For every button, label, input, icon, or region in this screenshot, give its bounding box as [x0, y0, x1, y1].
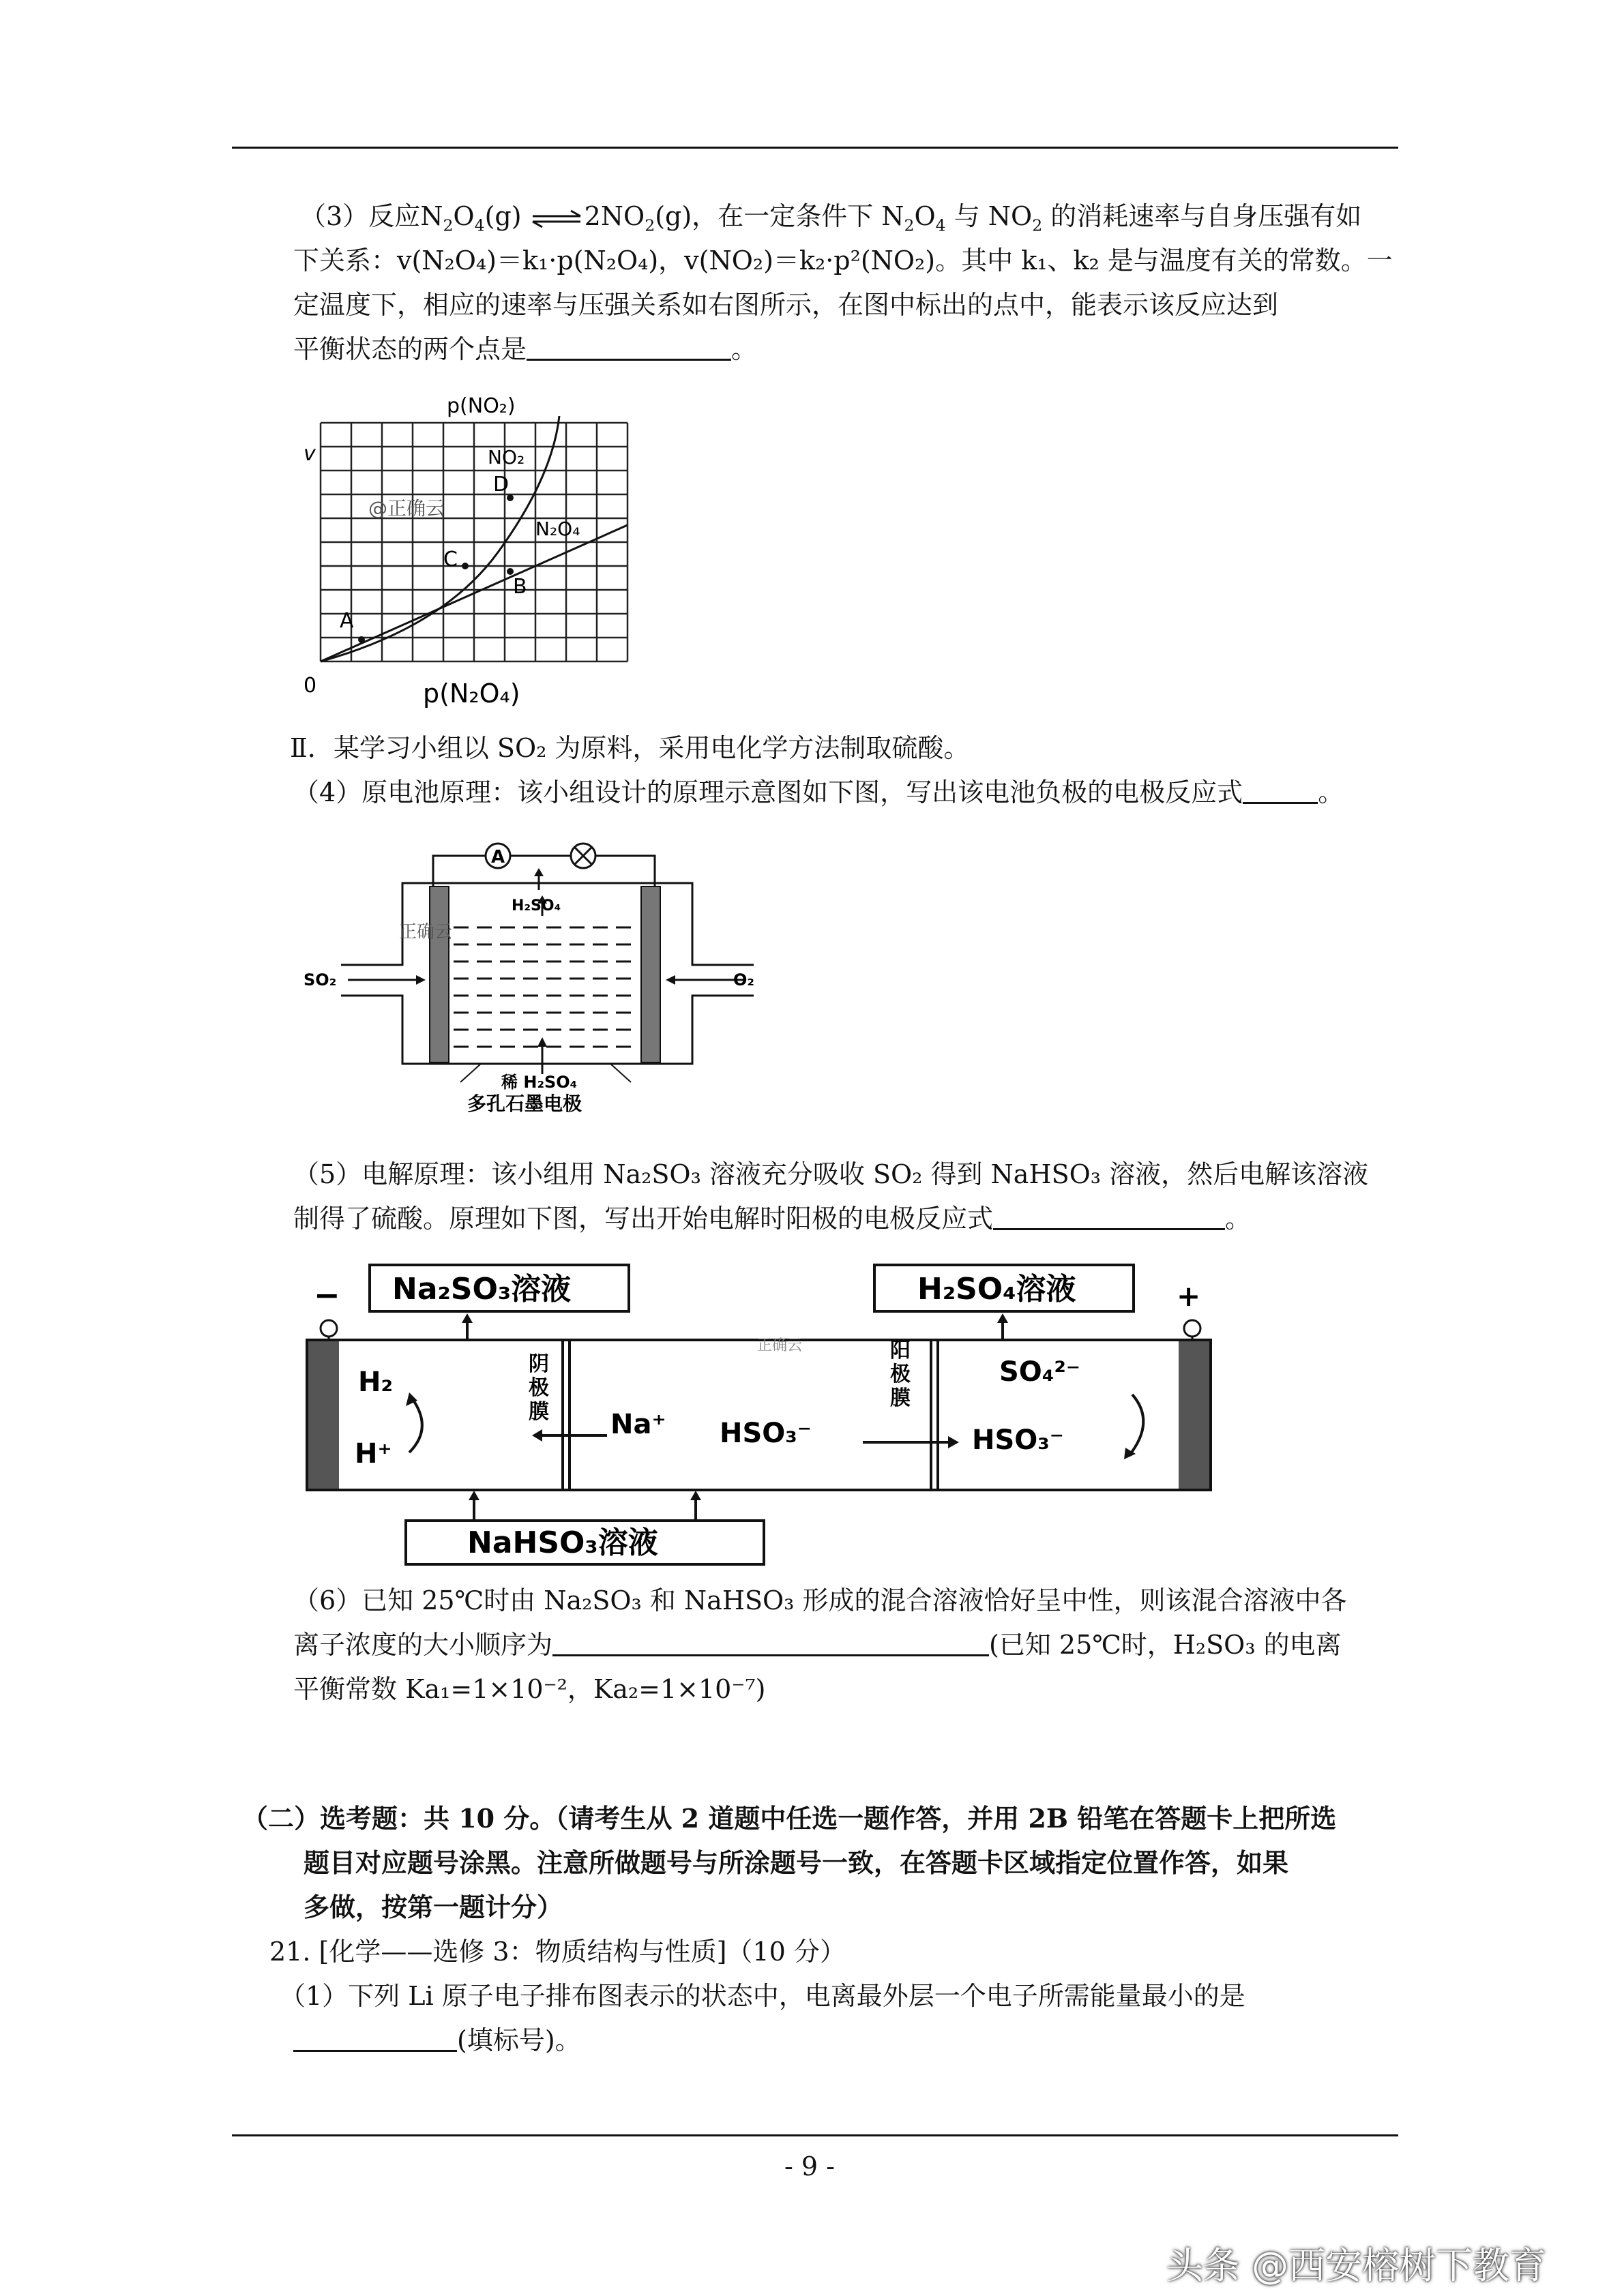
elective-line2: 题目对应题号涂黑。注意所做题号与所涂题号一致，在答题卡区域指定位置作答，如果	[304, 1847, 1289, 1878]
grid	[321, 423, 628, 661]
footer-watermark: 头条 @西安榕树下教育	[1166, 2244, 1547, 2287]
point-c-marker	[462, 563, 469, 569]
point-b-marker	[507, 568, 514, 575]
svg-text:SO₂: SO₂	[304, 970, 337, 989]
n2o4-curve-label: N₂O₄	[535, 518, 580, 540]
negative-terminal: −	[314, 1277, 340, 1313]
left-electrode	[430, 886, 449, 1062]
rate-pressure-graph	[293, 382, 675, 709]
svg-text:正确云: 正确云	[757, 1337, 803, 1354]
svg-text:多孔石墨电极: 多孔石墨电极	[467, 1092, 582, 1115]
svg-text:正确云: 正确云	[399, 922, 453, 942]
point-b-label: B	[513, 575, 527, 599]
neg-terminal-icon	[321, 1320, 337, 1337]
svg-text:O₂: O₂	[733, 970, 754, 989]
answer-blank[interactable]	[1243, 801, 1318, 804]
pos-terminal-icon	[1184, 1320, 1200, 1337]
svg-text:稀 H₂SO₄: 稀 H₂SO₄	[501, 1073, 578, 1092]
point-d-label: D	[493, 473, 510, 496]
q21-title: 21. [化学——选修 3：物质结构与性质]（10 分）	[269, 1937, 846, 1967]
svg-text:HSO₃⁻: HSO₃⁻	[972, 1425, 1064, 1456]
point-a-marker	[358, 636, 365, 643]
answer-blank[interactable]	[552, 1654, 989, 1656]
svg-text:阴: 阴	[529, 1352, 549, 1376]
point-c-label: C	[443, 548, 458, 571]
svg-text:极: 极	[529, 1376, 549, 1400]
q5-line2: 制得了硫酸。原理如下图，写出开始电解时阳极的电极反应式 。	[293, 1204, 1252, 1234]
q3-line1: （3）反应$N_2O_4(g)$ $2NO_2(g)$，在一定条件下 $N_2O_4$ 与 $NO_2$ 的消耗速率与自身压强有如	[300, 201, 1362, 235]
svg-text:HSO₃⁻: HSO₃⁻	[720, 1418, 812, 1449]
elective-line3: 多做，按第一题计分）	[304, 1892, 563, 1922]
box-na2so3: Na₂SO₃溶液	[392, 1272, 572, 1307]
answer-blank[interactable]	[527, 358, 731, 361]
svg-text:A: A	[491, 847, 505, 867]
svg-text:SO₄²⁻: SO₄²⁻	[999, 1356, 1080, 1388]
answer-blank[interactable]	[293, 2049, 457, 2052]
box-h2so4: H₂SO₄溶液	[917, 1272, 1076, 1307]
q3-line2: 下关系：v(N₂O₄)＝k₁·p(N₂O₄)，v(NO₂)＝k₂·p²(NO₂)。其中 k₁、k₂ 是与温度有关的常数。一	[293, 245, 1393, 275]
svg-text:H₂SO₄: H₂SO₄	[512, 897, 561, 914]
electrolysis-cell-diagram	[300, 1255, 1228, 1568]
no2-curve-label: NO₂	[488, 446, 525, 468]
footer-rule	[232, 2134, 1398, 2136]
q21-q1-line2: (填标号)。	[293, 2018, 581, 2062]
q21-q1: （1）下列 Li 原子电子排布图表示的状态中，电离最外层一个电子所需能量最小的是	[280, 1981, 1245, 2011]
q6-line1: （6）已知 25℃时由 Na₂SO₃ 和 NaHSO₃ 形成的混合溶液恰好呈中性，则该混合溶液中各	[293, 1585, 1347, 1615]
galvanic-cell-diagram	[300, 835, 778, 1115]
positive-terminal: +	[1177, 1279, 1201, 1313]
graph-origin: 0	[304, 674, 317, 698]
svg-text:极: 极	[890, 1362, 911, 1386]
svg-text:H⁺: H⁺	[355, 1438, 392, 1470]
graph-y-label: v	[304, 442, 316, 466]
q3-line4: 平衡状态的两个点是 。	[293, 334, 758, 364]
answer-blank[interactable]	[993, 1227, 1225, 1230]
point-a-label: A	[340, 609, 354, 633]
sec2-intro: Ⅱ．某学习小组以 SO₂ 为原料，采用电化学方法制取硫酸。	[290, 733, 970, 763]
page-number: - 9 -	[784, 2151, 836, 2181]
graph-top-label: p(NO₂)	[447, 394, 516, 418]
cathode-plate	[308, 1341, 339, 1489]
q6-line2: 离子浓度的大小顺序为 (已知 25℃时，H₂SO₃ 的电离	[293, 1630, 1342, 1660]
graph-x-label: p(N₂O₄)	[423, 679, 520, 709]
box-nahso3: NaHSO₃溶液	[467, 1525, 658, 1560]
svg-text:膜: 膜	[529, 1400, 549, 1424]
equilibrium-arrow-icon	[530, 209, 585, 229]
elective-line1: （二）选考题：共 10 分。（请考生从 2 道题中任选一题作答，并用 2B 铅笔在答题卡上把所选	[242, 1803, 1337, 1834]
q5-line1: （5）电解原理：该小组用 Na₂SO₃ 溶液充分吸收 SO₂ 得到 NaHSO₃ 溶液，然后电解该溶液	[293, 1159, 1369, 1189]
q3-line3: 定温度下，相应的速率与压强关系如右图所示，在图中标出的点中，能表示该反应达到	[293, 290, 1279, 320]
svg-text:膜: 膜	[890, 1386, 911, 1410]
q6-line3: 平衡常数 Ka₁=1×10⁻²，Ka₂=1×10⁻⁷)	[293, 1674, 766, 1704]
q4-line: （4）原电池原理：该小组设计的原理示意图如下图，写出该电池负极的电极反应式 。	[293, 777, 1344, 807]
header-rule	[232, 147, 1398, 149]
graph-watermark: @正确云	[368, 497, 445, 520]
svg-text:阳: 阳	[890, 1339, 911, 1362]
svg-text:Na⁺: Na⁺	[610, 1409, 666, 1440]
anode-plate	[1179, 1341, 1209, 1489]
right-electrode	[641, 886, 660, 1062]
svg-text:H₂: H₂	[358, 1367, 393, 1398]
